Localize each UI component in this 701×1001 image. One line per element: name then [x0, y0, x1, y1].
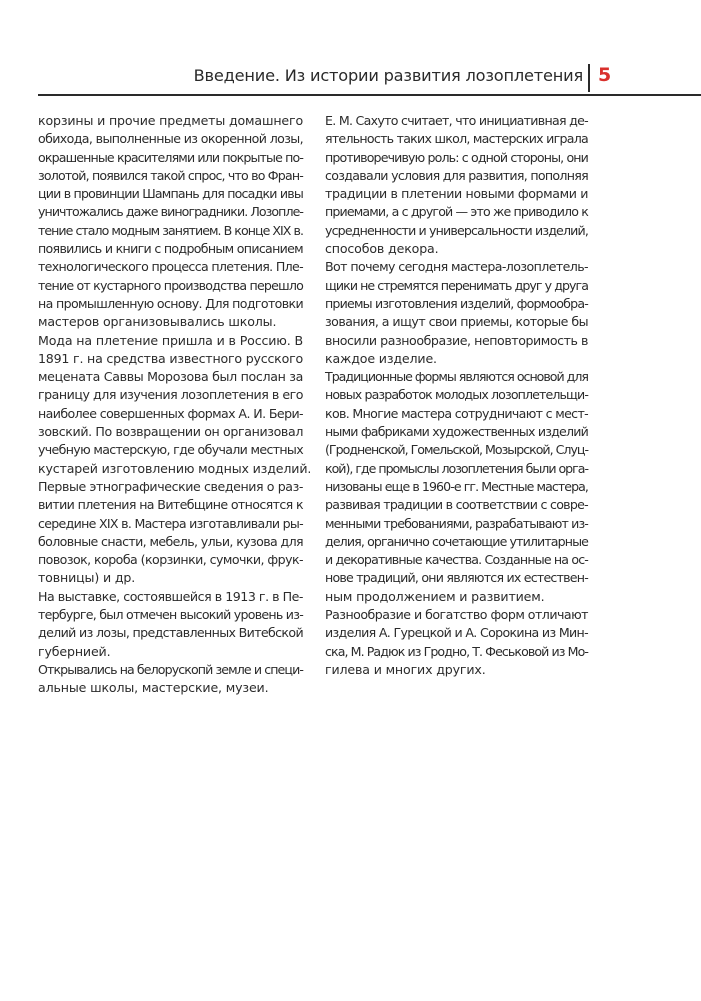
text-line: приемами, а с другой — это же приводило к [325, 204, 588, 220]
text-column-right [325, 112, 588, 679]
text-line: каждое изделие. [325, 350, 437, 366]
text-line: губернией. [38, 643, 111, 659]
text-line: усредненности и универсальности изделий, [325, 222, 588, 238]
text-line: создавали условия для развития, пополняя [325, 167, 588, 183]
text-line: корзины и прочие предметы домашнего [38, 113, 303, 128]
text-line: повозок, короба (корзинки, сумочки, фрук- [38, 552, 303, 568]
text-line: уничтожались даже виноградники. Лозопле- [38, 204, 303, 220]
text-line: учебную мастерскую, где обучали местных [38, 442, 303, 458]
text-line: витии плетения на Витебщине относятся к [38, 497, 303, 513]
text-line: зовский. По возвращении он организовал [38, 424, 303, 440]
text-line: Е. М. Сахуто считает, что инициативная де- [325, 113, 588, 128]
text-line: Вот почему сегодня мастера-лозоплетель- [325, 259, 589, 275]
text-line: зования, а ищут свои приемы, которые бы [325, 314, 588, 330]
text-line: ятельность таких школ, мастерских играла [325, 131, 588, 147]
page-number: 5 [598, 64, 612, 86]
text-line: и декоративные качества. Созданные на ос- [325, 552, 588, 568]
text-line: мецената Саввы Морозова был послан за [38, 369, 303, 385]
text-line: Традиционные формы являются основой для [325, 369, 588, 385]
text-line: на промышленную основу. Для подготовки [38, 295, 303, 311]
text-line: делий из лозы, представленных Витебской [38, 625, 303, 641]
text-line: нове традиций, они являются их естествен- [325, 570, 588, 586]
text-line: тение от кустарного производства перешло [38, 277, 303, 293]
text-line: кой), где промыслы лозоплетения были орга- [325, 460, 588, 476]
header-separator [588, 64, 590, 92]
text-line: ции в провинции Шампань для посадки ивы [38, 186, 303, 202]
text-line: На выставке, состоявшейся в 1913 г. в Пе- [38, 588, 303, 604]
text-line: традиции в плетении новыми формами и [325, 186, 588, 202]
running-header [0, 64, 701, 92]
text-line: границу для изучения лозоплетения в его [38, 387, 303, 403]
text-column-left [38, 112, 312, 698]
text-line: (Гродненской, Гомельской, Мозырской, Слуц- [325, 442, 588, 458]
text-line: 1891 г. на средства известного русского [38, 350, 303, 366]
text-line: боловные снасти, мебель, ульи, кузова для [38, 533, 303, 549]
text-line: Открывались на белорускопй земле и специ- [38, 661, 303, 677]
text-line: тербурге, был отмечен высокий уровень из- [38, 607, 303, 623]
header-rule [38, 94, 701, 96]
text-line: менными требованиями, разрабатывают из- [325, 515, 588, 531]
text-line: наиболее совершенных формах А. И. Бери- [38, 405, 303, 421]
text-line: щики не стремятся перенимать друг у друга [325, 277, 588, 293]
text-line: ска, М. Радюк из Гродно, Т. Феськовой из Мо- [325, 643, 588, 659]
text-line: ков. Многие мастера сотрудничают с мест- [325, 405, 588, 421]
text-line: делия, органично сочетающие утилитарные [325, 533, 588, 549]
text-line: Мода на плетение пришла и в Россию. В [38, 332, 303, 348]
text-line: технологического процесса плетения. Пле- [38, 259, 303, 275]
text-line: развивая традиции в соответствии с совре- [325, 497, 589, 513]
text-line: товницы) и др. [38, 570, 136, 586]
text-line: ным продолжением и развитием. [325, 588, 545, 604]
text-line: вносили разнообразие, неповторимость в [325, 332, 588, 348]
text-line: середине XIX в. Мастера изготавливали ры- [38, 515, 303, 531]
text-line: гилева и многих других. [325, 661, 486, 677]
text-line: приемы изготовления изделий, формообра- [325, 295, 588, 311]
text-line: окрашенные красителями или покрытые по- [38, 149, 303, 165]
text-line: появились и книги с подробным описанием [38, 241, 303, 257]
text-line: новых разработок молодых лозоплетельщи- [325, 387, 588, 403]
text-line: способов декора. [325, 241, 439, 257]
text-line: низованы еще в 1960-е гг. Местные мастера, [325, 478, 588, 494]
text-line: альные школы, мастерские, музеи. [38, 680, 269, 696]
text-line: Первые этнографические сведения о раз- [38, 478, 303, 494]
text-line: обихода, выполненные из окоренной лозы, [38, 131, 303, 147]
text-line: изделия А. Гурецкой и А. Сорокина из Мин- [325, 625, 588, 641]
chapter-title: Введение. Из истории развития лозоплетения [193, 66, 583, 85]
text-line: ными фабриками художественных изделий [325, 424, 588, 440]
text-line: Разнообразие и богатство форм отличают [325, 607, 588, 623]
text-line: кустарей изготовлению модных изделий. [38, 460, 312, 476]
text-line: мастеров организовывались школы. [38, 314, 277, 330]
text-line: тение стало модным занятием. В конце XIX в. [38, 222, 303, 238]
text-line: противоречивую роль: с одной стороны, они [325, 149, 588, 165]
text-line: золотой, появился такой спрос, что во Фран- [38, 167, 303, 183]
